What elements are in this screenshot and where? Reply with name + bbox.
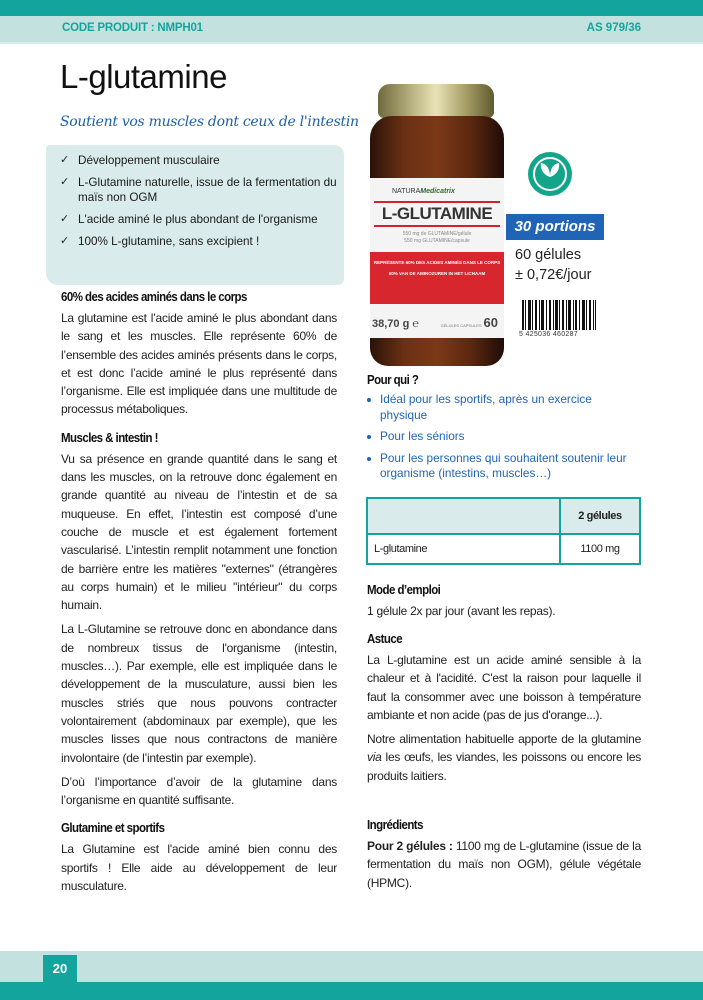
target-item: Idéal pour les sportifs, après un exercice physique [367,392,641,423]
paragraph: La glutamine est l’acide aminé le plus abondant dans le sang et les muscles. Elle représente 60% de l’ensemble des acides aminés présents dans le corps, et est donc l’acide aminé le plus représenté dans l’organisme. Elle est impliquée dans une multitude de processus métaboliques. [61,311,337,417]
paragraph: La L-glutamine est un acide aminé sensible à la chaleur et à l'acidité. C'est la raison pour laquelle il faut la consommer avec une boisson à température ambiante et non acide (pas de jus d'orange...). [367,653,641,722]
table-header-row [367,498,640,534]
benefit-item: ✓ L-Glutamine naturelle, issue de la fermentation du maïs non OGM [60,176,337,204]
bullet-icon [367,398,371,402]
barcode-icon [522,300,596,330]
section-heading: Mode d’emploi [367,583,441,597]
paragraph: Pour 2 gélules : 1100 mg de L-glutamine (issue de la fermentation du maïs non OGM), gélule végétale (HPMC). [367,839,642,890]
section-heading: Pour qui ? [367,373,419,387]
target-item: Pour les séniors [367,429,641,445]
left-column [61,290,337,907]
paragraph: D’où l’importance d’avoir de la glutamine dans l’organisme en quantité suffisante. [61,774,337,808]
benefit-item: ✓ L'acide aminé le plus abondant de l'organisme [60,213,318,226]
capsule-count: 60 gélules [515,247,582,263]
paragraph: La L-Glutamine se retrouve donc en abondance dans de nombreux tissus de l'organisme (intestin, muscles…). Par exemple, elle est impliquée dans le développement de la musculature, aussi bien les muscles striés que nous pouvons contracter volontairement (abdominaux par exemple), que les muscles lisses que nous contractons de manière involontaire (de l’intestin par exemple). [61,622,337,765]
check-icon: ✓ [60,176,70,188]
nutrition-table [366,497,641,565]
benefits-box [46,145,344,285]
check-icon: ✓ [60,213,70,225]
leaf-icon [538,161,562,179]
header-cell [367,498,560,534]
portions-banner: 30 portions [506,214,604,240]
price-per-day: ± 0,72€/jour [515,267,592,283]
bullet-icon [367,435,371,439]
page-title: L-glutamine [60,58,227,95]
target-item: Pour les personnes qui souhaitent soutenir leur organisme (intestins, muscles…) [367,451,641,482]
barcode-number: 5 425036 460287 [519,331,578,338]
benefit-item: ✓ Développement musculaire [60,154,220,167]
reference-code: AS 979/36 [586,22,641,34]
brand-logo: NATURAMedicatrix [392,188,455,195]
label-count: GÉLULES CAPSULES 60 [440,315,498,330]
label-dose: 550 mg de GLUTAMINE/gélule 550 mg GLUTAMINE/capsule [402,231,472,244]
section-ingredients [367,818,641,898]
header-cell: 2 gélules [560,498,640,534]
paragraph: Vu sa présence en grande quantité dans le sang et dans les muscles, on la retrouve donc également en grande quantité au niveau de l’intestin et de sa muqueuse. En effet, l’intestin est composé d’une couche de muscle et est également fortement vascularisé. L’intestin remplit notamment une fonction de barrière entre les matières "externes" (étrangères au corps humain) et le milieu "intérieur" du corps humain. [61,451,337,613]
label-divider [374,225,500,227]
footer-band [0,951,703,982]
section-astuce [367,632,641,791]
label-claim-band: REPRÉSENTE 60% DES ACIDES AMINÉS DANS LE CORPS 60% VAN DE AMINOZUREN IN HET LICHAAM [370,252,504,304]
section-heading: Glutamine et sportifs [61,821,165,836]
page-subtitle: Soutient vos muscles dont ceux de l'intestin [60,114,359,130]
paragraph: La Glutamine est l'acide aminé bien connu des sportifs ! Elle aide au développement de leur musculature. [61,842,337,894]
bottom-color-bar [0,982,703,1000]
paragraph: 1 gélule 2x par jour (avant les repas). [367,604,556,618]
check-icon: ✓ [60,154,70,166]
ingredient-cell: L-glutamine [367,534,560,564]
section-heading: Ingrédients [367,818,423,832]
product-code: CODE PRODUIT : NMPH01 [62,22,203,34]
section-mode-emploi [367,583,641,626]
page-number: 20 [43,955,77,982]
section-muscles-intestin [61,431,337,810]
label-product-name: L-GLUTAMINE [381,204,493,223]
section-heading: Muscles & intestin ! [61,430,158,445]
bullet-icon [367,457,371,461]
section-amino-acids [61,290,337,419]
check-icon: ✓ [60,235,70,247]
top-color-bar [0,0,703,16]
jar-cap [378,84,494,118]
amount-cell: 1100 mg [560,534,640,564]
label-weight: 38,70 g ℮ [372,318,419,330]
benefit-item: ✓ 100% L-glutamine, sans excipient ! [60,235,260,248]
section-heading: 60% des acides aminés dans le corps [61,290,247,304]
table-row [367,534,640,564]
paragraph: Notre alimentation habituelle apporte de la glutamine via les œufs, les viandes, les poissons ou encore les produits laitiers. [367,732,641,783]
section-sportifs [61,821,337,895]
section-heading: Astuce [367,632,403,646]
label-divider [374,201,500,203]
section-pour-qui [367,373,641,488]
vegan-badge [528,152,572,196]
